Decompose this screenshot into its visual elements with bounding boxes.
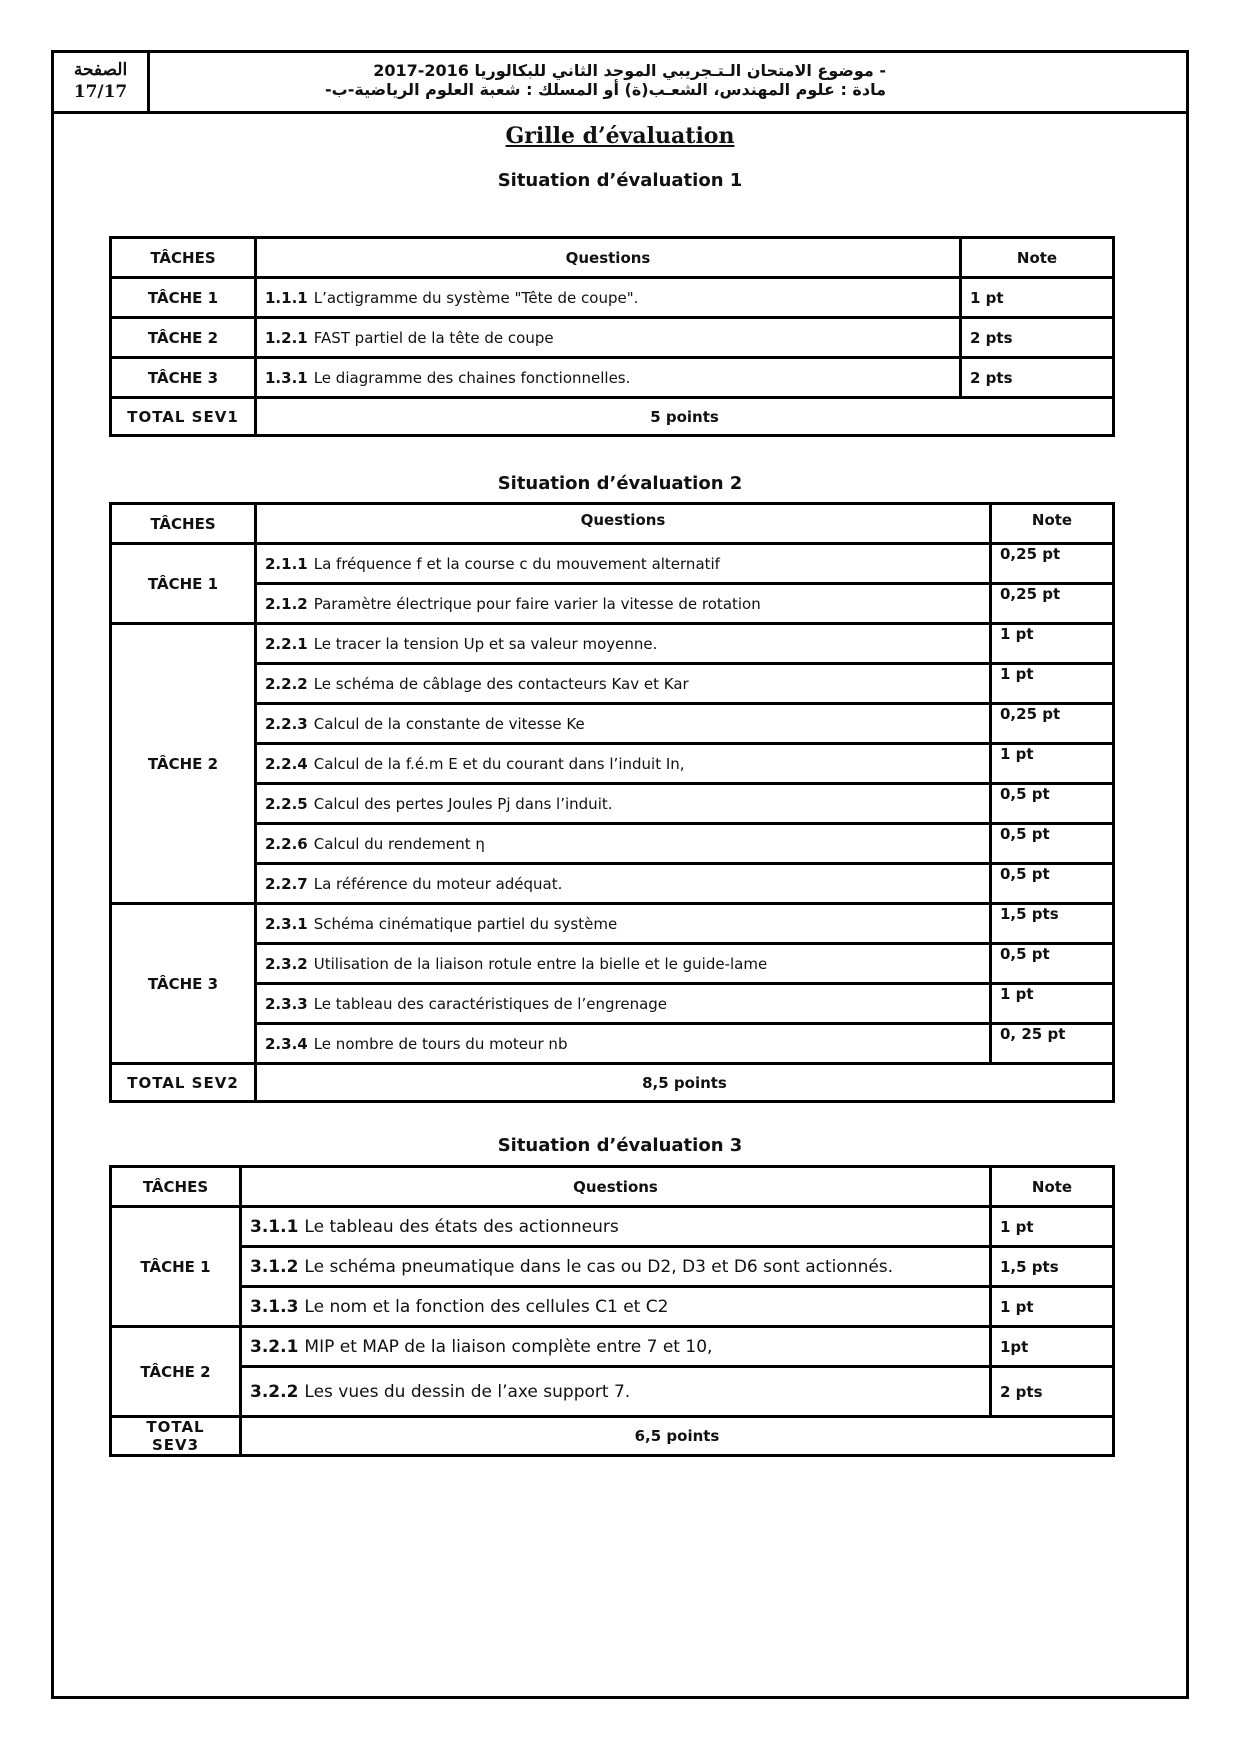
note-cell: 1 pt <box>991 744 1114 784</box>
question-cell <box>241 1327 991 1367</box>
total-row <box>111 398 1114 436</box>
question-number: 3.1.1 <box>250 1216 299 1237</box>
note-cell: 2 pts <box>961 318 1114 358</box>
question-cell <box>256 318 961 358</box>
sev1-title: Situation d’évaluation 1 <box>497 170 743 191</box>
question-number: 1.3.1 <box>265 368 308 387</box>
total-value: 8,5 points <box>256 1064 1114 1102</box>
question-cell <box>256 704 991 744</box>
question-text: Calcul de la f.é.m E et du courant dans l’induit In, <box>313 754 685 773</box>
question-number: 2.2.5 <box>265 794 308 813</box>
question-cell <box>256 664 991 704</box>
question-number: 2.3.3 <box>265 994 308 1013</box>
question-cell <box>256 864 991 904</box>
note-cell: 2 pts <box>991 1367 1114 1417</box>
question-text: Le schéma de câblage des contacteurs Kav et Kar <box>313 674 689 693</box>
question-number: 1.1.1 <box>265 288 308 307</box>
total-label: TOTAL SEV3 <box>111 1417 241 1456</box>
note-cell: 0,25 pt <box>991 584 1114 624</box>
sev3-table <box>109 1165 1115 1457</box>
col-note: Note <box>991 504 1114 544</box>
question-number: 2.2.4 <box>265 754 308 773</box>
table-row <box>111 824 1114 864</box>
table-row <box>111 584 1114 624</box>
note-cell: 1 pt <box>991 1287 1114 1327</box>
question-cell <box>241 1207 991 1247</box>
col-questions: Questions <box>256 504 991 544</box>
question-number: 1.2.1 <box>265 328 308 347</box>
task-cell: TÂCHE 2 <box>111 624 256 904</box>
page-number-box <box>54 53 150 111</box>
note-cell: 1 pt <box>991 984 1114 1024</box>
question-text: Calcul de la constante de vitesse Ke <box>313 714 585 733</box>
page-header <box>51 50 1189 114</box>
question-text: Calcul des pertes Joules Pj dans l’induit. <box>313 794 613 813</box>
question-text: MIP et MAP de la liaison complète entre 7 et 10, <box>304 1336 713 1357</box>
question-number: 3.2.2 <box>250 1381 299 1402</box>
col-questions: Questions <box>241 1167 991 1207</box>
page-title: Grille d’évaluation <box>505 123 735 149</box>
total-value: 6,5 points <box>241 1417 1114 1456</box>
total-label: TOTAL SEV1 <box>111 398 256 436</box>
question-cell <box>256 944 991 984</box>
question-text: Le tableau des caractéristiques de l’engrenage <box>313 994 668 1013</box>
note-cell: 0, 25 pt <box>991 1024 1114 1064</box>
col-tasks: TÂCHES <box>111 504 256 544</box>
question-cell <box>256 824 991 864</box>
note-cell: 0,5 pt <box>991 824 1114 864</box>
sev2-title: Situation d’évaluation 2 <box>497 473 743 494</box>
exam-header-line1: - موضوع الامتحان الـتـجريبي الموحد الثاني للبكالوريا 2016-2017 <box>373 61 886 80</box>
table-row <box>111 944 1114 984</box>
col-note: Note <box>991 1167 1114 1207</box>
question-text: Utilisation de la liaison rotule entre la bielle et le guide-lame <box>313 954 768 973</box>
table-row <box>111 1367 1114 1417</box>
sev3-title: Situation d’évaluation 3 <box>497 1135 743 1156</box>
sev1-header-row <box>111 238 1114 278</box>
question-number: 3.1.3 <box>250 1296 299 1317</box>
table-row <box>111 1207 1114 1247</box>
task-cell: TÂCHE 1 <box>111 544 256 624</box>
table-row <box>111 664 1114 704</box>
question-cell <box>256 584 991 624</box>
question-text: L’actigramme du système "Tête de coupe". <box>313 288 639 307</box>
table-row <box>111 984 1114 1024</box>
question-cell <box>241 1287 991 1327</box>
note-cell: 0,25 pt <box>991 544 1114 584</box>
table-row <box>111 744 1114 784</box>
question-text: Le schéma pneumatique dans le cas ou D2, D3 et D6 sont actionnés. <box>304 1256 894 1277</box>
note-cell: 1 pt <box>991 664 1114 704</box>
note-cell: 1 pt <box>961 278 1114 318</box>
total-label: TOTAL SEV2 <box>111 1064 256 1102</box>
total-row <box>111 1064 1114 1102</box>
question-cell <box>241 1367 991 1417</box>
total-row <box>111 1417 1114 1456</box>
exam-header-title <box>150 53 1186 111</box>
table-row <box>111 904 1114 944</box>
col-note: Note <box>961 238 1114 278</box>
question-text: Le tableau des états des actionneurs <box>304 1216 619 1237</box>
note-cell: 2 pts <box>961 358 1114 398</box>
page-label: الصفحة <box>73 60 128 80</box>
question-number: 2.3.4 <box>265 1034 308 1053</box>
table-row <box>111 624 1114 664</box>
exam-header-line2: مادة : علوم المهندس، الشعـب(ة) أو المسلك : شعبة العلوم الرياضية-ب- <box>325 80 886 99</box>
question-number: 2.2.1 <box>265 634 308 653</box>
table-row <box>111 704 1114 744</box>
sev2-table <box>109 502 1115 1103</box>
table-row <box>111 864 1114 904</box>
note-cell: 0,5 pt <box>991 944 1114 984</box>
question-text: Paramètre électrique pour faire varier la vitesse de rotation <box>313 594 761 613</box>
note-cell: 0,5 pt <box>991 784 1114 824</box>
page-number: 17/17 <box>73 82 128 102</box>
question-number: 2.1.1 <box>265 554 308 573</box>
question-number: 2.2.6 <box>265 834 308 853</box>
sev2-header-row <box>111 504 1114 544</box>
page-title-wrap <box>0 123 1240 149</box>
question-text: La référence du moteur adéquat. <box>313 874 563 893</box>
table-row <box>111 1327 1114 1367</box>
question-text: Le diagramme des chaines fonctionnelles. <box>313 368 631 387</box>
question-text: Calcul du rendement η <box>313 834 485 853</box>
question-text: Le nom et la fonction des cellules C1 et C2 <box>304 1296 669 1317</box>
task-cell: TÂCHE 1 <box>111 1207 241 1327</box>
task-cell: TÂCHE 1 <box>111 278 256 318</box>
question-number: 2.2.2 <box>265 674 308 693</box>
sev1-table <box>109 236 1115 437</box>
note-cell: 1pt <box>991 1327 1114 1367</box>
table-row <box>111 318 1114 358</box>
total-value: 5 points <box>256 398 1114 436</box>
question-cell <box>241 1247 991 1287</box>
question-text: Le tracer la tension Up et sa valeur moyenne. <box>313 634 658 653</box>
question-text: Schéma cinématique partiel du système <box>313 914 618 933</box>
question-number: 2.1.2 <box>265 594 308 613</box>
question-text: FAST partiel de la tête de coupe <box>313 328 554 347</box>
note-cell: 1 pt <box>991 1207 1114 1247</box>
col-tasks: TÂCHES <box>111 1167 241 1207</box>
note-cell: 0,25 pt <box>991 704 1114 744</box>
question-cell <box>256 784 991 824</box>
question-cell <box>256 1024 991 1064</box>
table-row <box>111 544 1114 584</box>
question-cell <box>256 984 991 1024</box>
question-number: 3.2.1 <box>250 1336 299 1357</box>
table-row <box>111 358 1114 398</box>
question-cell <box>256 358 961 398</box>
note-cell: 1 pt <box>991 624 1114 664</box>
task-cell: TÂCHE 2 <box>111 318 256 358</box>
question-text: Le nombre de tours du moteur nb <box>313 1034 568 1053</box>
question-cell <box>256 624 991 664</box>
task-cell: TÂCHE 2 <box>111 1327 241 1417</box>
question-cell <box>256 744 991 784</box>
question-text: La fréquence f et la course c du mouvement alternatif <box>313 554 720 573</box>
table-row <box>111 784 1114 824</box>
table-row <box>111 1247 1114 1287</box>
question-number: 3.1.2 <box>250 1256 299 1277</box>
task-cell: TÂCHE 3 <box>111 904 256 1064</box>
question-number: 2.2.3 <box>265 714 308 733</box>
note-cell: 1,5 pts <box>991 1247 1114 1287</box>
task-cell: TÂCHE 3 <box>111 358 256 398</box>
question-number: 2.3.1 <box>265 914 308 933</box>
question-number: 2.2.7 <box>265 874 308 893</box>
note-cell: 1,5 pts <box>991 904 1114 944</box>
question-number: 2.3.2 <box>265 954 308 973</box>
table-row <box>111 1287 1114 1327</box>
table-row <box>111 1024 1114 1064</box>
col-tasks: TÂCHES <box>111 238 256 278</box>
note-cell: 0,5 pt <box>991 864 1114 904</box>
question-text: Les vues du dessin de l’axe support 7. <box>304 1381 631 1402</box>
col-questions: Questions <box>256 238 961 278</box>
question-cell <box>256 904 991 944</box>
question-cell <box>256 278 961 318</box>
question-cell <box>256 544 991 584</box>
table-row <box>111 278 1114 318</box>
sev3-header-row <box>111 1167 1114 1207</box>
